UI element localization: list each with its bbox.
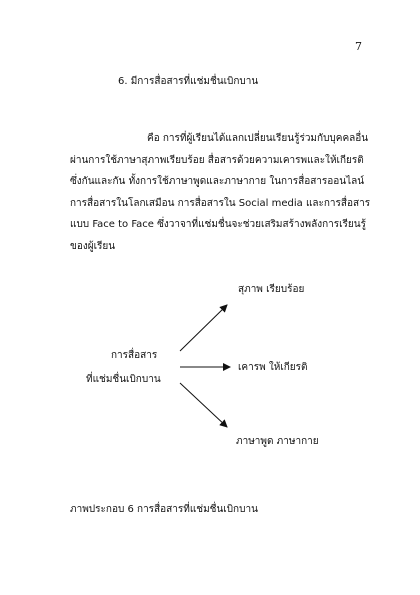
paragraph-line: คือ การที่ผู้เรียนได้แลกเปลี่ยนเรียนรู้ร่วมกับบุคคลอื่น — [147, 133, 369, 144]
branch-middle-label: เคารพ ให้เกียรติ — [238, 362, 308, 373]
paragraph-line: ผ่านการใช้ภาษาสุภาพเรียบร้อย สื่อสารด้วยความเคารพและให้เกียรติ — [70, 154, 364, 166]
paragraph-line: ของผู้เรียน — [70, 240, 116, 252]
arrow-to-top-branch — [180, 305, 227, 351]
figure-caption: ภาพประกอบ 6 การสื่อสารที่แช่มชื่นเบิกบาน — [70, 504, 258, 515]
center-node-line1: การสื่อสาร — [111, 350, 158, 361]
branch-bottom-label: ภาษาพูด ภาษากาย — [236, 436, 319, 447]
arrow-to-bottom-branch — [180, 383, 227, 427]
paragraph-line: แบบ Face to Face ซึ่งวาจาที่แช่มชื่นจะช่วยเสริมสร้างพลังการเรียนรู้ — [70, 219, 366, 230]
paragraph-line: ซึ่งกันและกัน ทั้งการใช้ภาษาพูดและภาษากาย ในการสื่อสารออนไลน์ — [70, 176, 365, 187]
page-number: 7 — [355, 40, 362, 53]
center-node-line2: ที่แช่มชื่นเบิกบาน — [86, 374, 161, 385]
branch-top-label: สุภาพ เรียบร้อย — [238, 284, 305, 295]
paragraph-line: การสื่อสารในโลกเสมือน การสื่อสารใน Social media และการสื่อสาร — [70, 197, 371, 209]
section-heading: 6. มีการสื่อสารที่แช่มชื่นเบิกบาน — [118, 76, 259, 87]
